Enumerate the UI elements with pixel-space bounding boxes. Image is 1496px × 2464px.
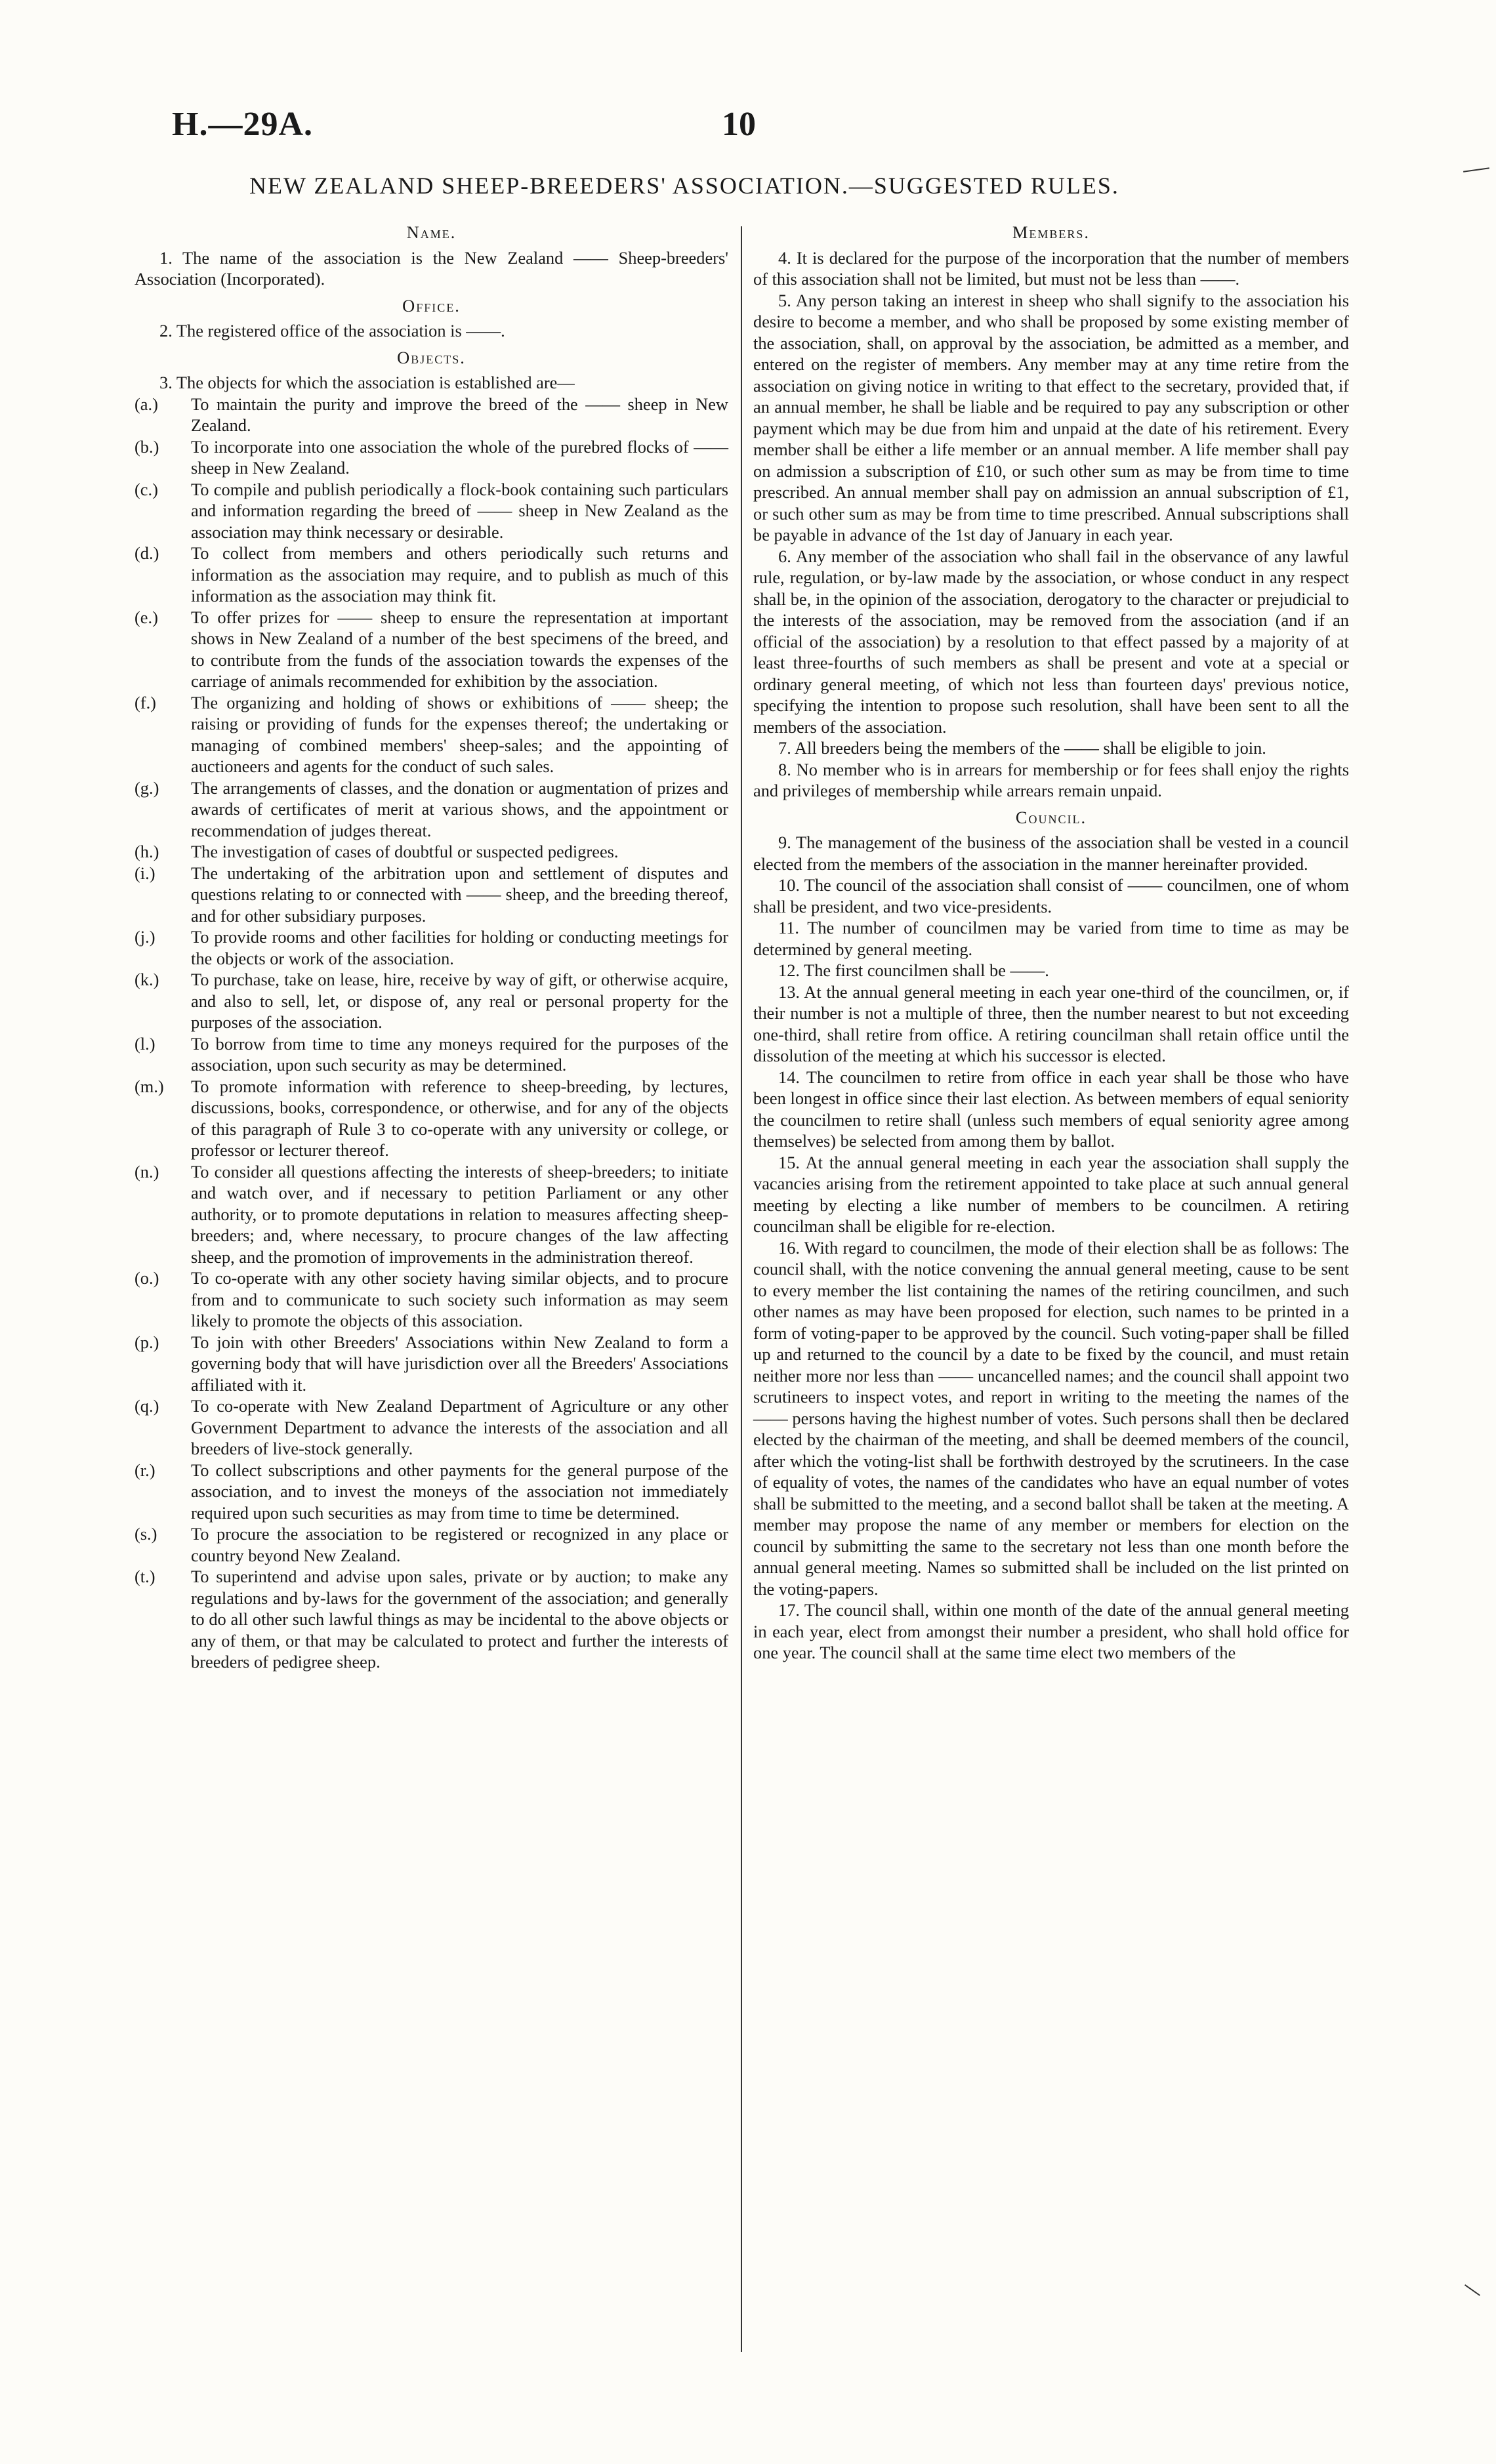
object-item [135, 1332, 728, 1396]
section-heading-members: Members. [1012, 222, 1091, 242]
object-text: The undertaking of the arbitration upon and settlement of disputes and questions relating to or connected with —— sheep, and the breeding thereof, and for other subsidiary purposes. [191, 863, 728, 926]
rule-2: 2. The registered office of the association is ——. [159, 321, 505, 340]
object-label: (g.) [135, 777, 159, 798]
object-label: (s.) [135, 1524, 157, 1544]
object-item [135, 1523, 728, 1566]
rule-14: 14. The councilmen to retire from office in each year shall be those who have been longest in office since their last election. As between members of equal seniority the councilmen to retire shall (unless such members of equal seniority agree among themselves) be selected from among them by ballot. [753, 1067, 1349, 1151]
object-label: (m.) [135, 1076, 164, 1096]
object-label: (h.) [135, 842, 159, 861]
object-item [135, 692, 728, 777]
rule-8: 8. No member who is in arrears for membership or for fees shall enjoy the rights and privileges of membership while arrears remain unpaid. [753, 759, 1349, 800]
object-item [135, 607, 728, 692]
object-item [135, 969, 728, 1033]
rule-12: 12. The first councilmen shall be ——. [778, 960, 1049, 980]
margin-mark [1463, 167, 1489, 173]
object-label: (t.) [135, 1567, 156, 1586]
object-text: To maintain the purity and improve the breed of the —— sheep in New Zealand. [191, 394, 728, 435]
object-label: (n.) [135, 1161, 159, 1181]
object-label: (p.) [135, 1332, 159, 1352]
object-label: (r.) [135, 1460, 156, 1480]
object-text: To superintend and advise upon sales, private or by auction; to make any regulations and by-laws for the government of the association; and generally to do all other such lawful things as may be incidental to the above objects or any of them, or that may be calculated to protect and further the interests of breeders of pedigree sheep. [191, 1567, 728, 1672]
object-text: To promote information with reference to sheep-breeding, by lectures, discussions, books, correspondence, or otherwise, and for any of the objects of this paragraph of Rule 3 to co-operate with any university or college, or professor or lecturer thereof. [191, 1076, 728, 1160]
rule-4: 4. It is declared for the purpose of the incorporation that the number of members of this association shall not be limited, but must not be less than ——. [753, 247, 1349, 289]
object-text: To borrow from time to time any moneys required for the purposes of the association, upon such security as may be determined. [191, 1033, 728, 1075]
object-label: (j.) [135, 927, 156, 947]
object-text: To co-operate with New Zealand Department of Agriculture or any other Government Department to advance the interests of the association and all breeders of live-stock generally. [191, 1396, 728, 1458]
rule-6: 6. Any member of the association who shall fail in the observance of any lawful rule, regulation, or by-law made by the association, or whose conduct in any respect shall be, in the opinion of the association, derogatory to the character or prejudicial to the interests of the association, may be removed from the association (and if an official of the association) by a resolution to that effect passed by a majority of at least three-fourths of such members as shall be present and vote at a special or ordinary general meeting, of which not less than fourteen days' previous notice, specifying the intention to propose such resolution, shall have been sent to all the members of the association. [753, 546, 1349, 737]
rule-16: 16. With regard to councilmen, the mode of their election shall be as follows: The council shall, with the notice convening the annual general meeting, cause to be sent to every member the list containing the names of the retiring councilmen, and such other names as may have been proposed for election, such names to be printed in a form of voting-paper to be approved by the council. Such voting-paper shall be filled up and returned to the council by a date to be fixed by the council, and must retain neither more nor less than —— uncancelled names; and the council shall appoint two scrutineers to inspect votes, and report in writing to the meeting the names of the —— persons having the highest number of votes. Such persons shall then be declared elected by the chairman of the meeting, and shall be deemed members of the council, after which the voting-list shall be forthwith destroyed by the scrutineers. In the case of equality of votes, the names of the candidates who have an equal number of votes shall be submitted to the meeting, and a second ballot shall be taken at the meeting. A member may propose the name of any member or members for election on the council by submitting the same to the secretary not less than one month before the annual general meeting. Names so submitted shall be included on the list printed on the voting-papers. [753, 1237, 1349, 1599]
object-text: To provide rooms and other facilities for holding or conducting meetings for the objects or work of the association. [191, 927, 728, 968]
object-item [135, 1033, 728, 1076]
object-item [135, 436, 728, 479]
object-item [135, 841, 728, 863]
object-item [135, 1076, 728, 1161]
right-column [753, 216, 1349, 1664]
left-column [135, 216, 728, 1673]
rule-1: 1. The name of the association is the New Zealand —— Sheep-breeders' Association (Incorporated). [135, 247, 728, 289]
rule-7: 7. All breeders being the members of the —— shall be eligible to join. [778, 738, 1266, 758]
section-heading-office: Office. [402, 295, 461, 316]
object-item [135, 1395, 728, 1460]
object-text: To procure the association to be registered or recognized in any place or country beyond New Zealand. [191, 1524, 728, 1565]
object-item [135, 926, 728, 969]
object-text: To offer prizes for —— sheep to ensure the representation at important shows in New Zealand of a number of the best specimens of the breed, and to contribute from the funds of the association towards the expenses of the carriage of animals recommended for exhibition by the association. [191, 607, 728, 691]
object-label: (c.) [135, 479, 158, 499]
object-label: (i.) [135, 863, 156, 883]
object-text: To purchase, take on lease, hire, receive by way of gift, or otherwise acquire, and also to sell, let, or dispose of, any real or personal property for the purposes of the association. [191, 970, 728, 1032]
section-heading-objects: Objects. [397, 347, 466, 367]
object-text: To collect from members and others periodically such returns and information as the association may require, and to publish as much of this information as the association may think fit. [191, 543, 728, 606]
margin-mark [1465, 2284, 1480, 2296]
rule-15: 15. At the annual general meeting in each year the association shall supply the vacancies arising from the retirement appointed to take place at such annual general meeting by electing a like number of members to be councilmen. A retiring councilman shall be eligible for re-election. [753, 1152, 1349, 1236]
document-reference: H.—29A. [172, 106, 313, 143]
object-text: The arrangements of classes, and the donation or augmentation of prizes and awards of certificates of merit at various shows, and the appointment or recommendation of judges thereat. [191, 777, 728, 840]
object-label: (d.) [135, 543, 159, 563]
rule-5: 5. Any person taking an interest in sheep who shall signify to the association his desire to become a member, and who shall be proposed by some existing member of the association, shall, on approval by the association, be admitted as a member, and entered on the register of members. Any member may at any time retire from the association on giving notice in writing to that effect to the secretary, provided that, if an annual member, he shall be liable and be required to pay any subscription or other payment which may be due from him and unpaid at the date of his retirement. Every member shall be either a life member or an annual member. A life member shall pay on admission a subscription of £10, or such other sum as may be from time to time prescribed. An annual member shall pay on admission an annual subscription of £1, or such other sum as may be from time to time prescribed. Annual subscriptions shall be payable in advance of the 1st day of January in each year. [753, 290, 1349, 544]
rule-9: 9. The management of the business of the association shall be vested in a council elected from the members of the association in the manner hereinafter provided. [753, 832, 1349, 874]
rule-10: 10. The council of the association shall consist of —— councilmen, one of whom shall be president, and two vice-presidents. [753, 875, 1349, 916]
object-item [135, 543, 728, 607]
object-text: To compile and publish periodically a flock-book containing such particulars and information regarding the breed of —— sheep in New Zealand as the association may think necessary or desirable. [191, 479, 728, 542]
object-label: (q.) [135, 1396, 159, 1416]
section-heading-name: Name. [406, 222, 457, 242]
object-text: The investigation of cases of doubtful or suspected pedigrees. [191, 842, 619, 861]
object-item [135, 394, 728, 436]
section-heading-council: Council. [1015, 807, 1087, 827]
object-text: To join with other Breeders' Associations within New Zealand to form a governing body that will have jurisdiction over all the Breeders' Associations affiliated with it. [191, 1332, 728, 1395]
object-item [135, 479, 728, 543]
object-item [135, 1566, 728, 1673]
object-text: To collect subscriptions and other payments for the general purpose of the association, and to invest the moneys of the association not immediately required upon such securities as may from time to time be determined. [191, 1460, 728, 1523]
object-label: (a.) [135, 394, 158, 414]
object-item [135, 1161, 728, 1268]
column-divider [741, 226, 742, 2352]
object-label: (e.) [135, 607, 158, 627]
object-text: To consider all questions affecting the interests of sheep-breeders; to initiate and watch over, and if necessary to petition Parliament or any other authority, or to promote deputations in relation to measures affecting sheep-breeders; and, where necessary, to procure changes of the law affecting sheep, and the promotion of improvements in the administration thereof. [191, 1161, 728, 1267]
object-item [135, 1460, 728, 1524]
rule-13: 13. At the annual general meeting in each year one-third of the councilmen, or, if their number is not a multiple of three, then the number nearest to but not exceeding one-third, shall retire from office. A retiring councilman shall retain office until the dissolution of the meeting at which his successor is elected. [753, 981, 1349, 1065]
object-item [135, 777, 728, 842]
object-label: (b.) [135, 436, 159, 457]
object-label: (o.) [135, 1268, 159, 1288]
object-label: (k.) [135, 970, 159, 989]
objects-list [135, 394, 728, 1673]
object-item [135, 863, 728, 927]
object-label: (f.) [135, 692, 156, 712]
rule-11: 11. The number of councilmen may be varied from time to time as may be determined by general meeting. [753, 918, 1349, 959]
object-item [135, 1267, 728, 1332]
object-label: (l.) [135, 1033, 156, 1054]
object-text: To co-operate with any other society having similar objects, and to procure from and to communicate to such society such information as may seem likely to promote the objects of this association. [191, 1268, 728, 1330]
object-text: The organizing and holding of shows or exhibitions of —— sheep; the raising or providing of funds for the expenses thereof; the undertaking or managing of combined members' sheep-sales; and the appointing of auctioneers and agents for the conduct of such sales. [191, 692, 728, 776]
rule-3-intro: 3. The objects for which the association is established are— [159, 373, 575, 392]
page-title: NEW ZEALAND SHEEP-BREEDERS' ASSOCIATION.—SUGGESTED RULES. [249, 173, 1119, 199]
object-text: To incorporate into one association the whole of the purebred flocks of —— sheep in New Zealand. [191, 436, 728, 478]
page-number: 10 [722, 106, 756, 143]
rule-17: 17. The council shall, within one month of the date of the annual general meeting in each year, elect from amongst their number a president, who shall hold office for one year. The council shall at the same time elect two members of the [753, 1600, 1349, 1662]
